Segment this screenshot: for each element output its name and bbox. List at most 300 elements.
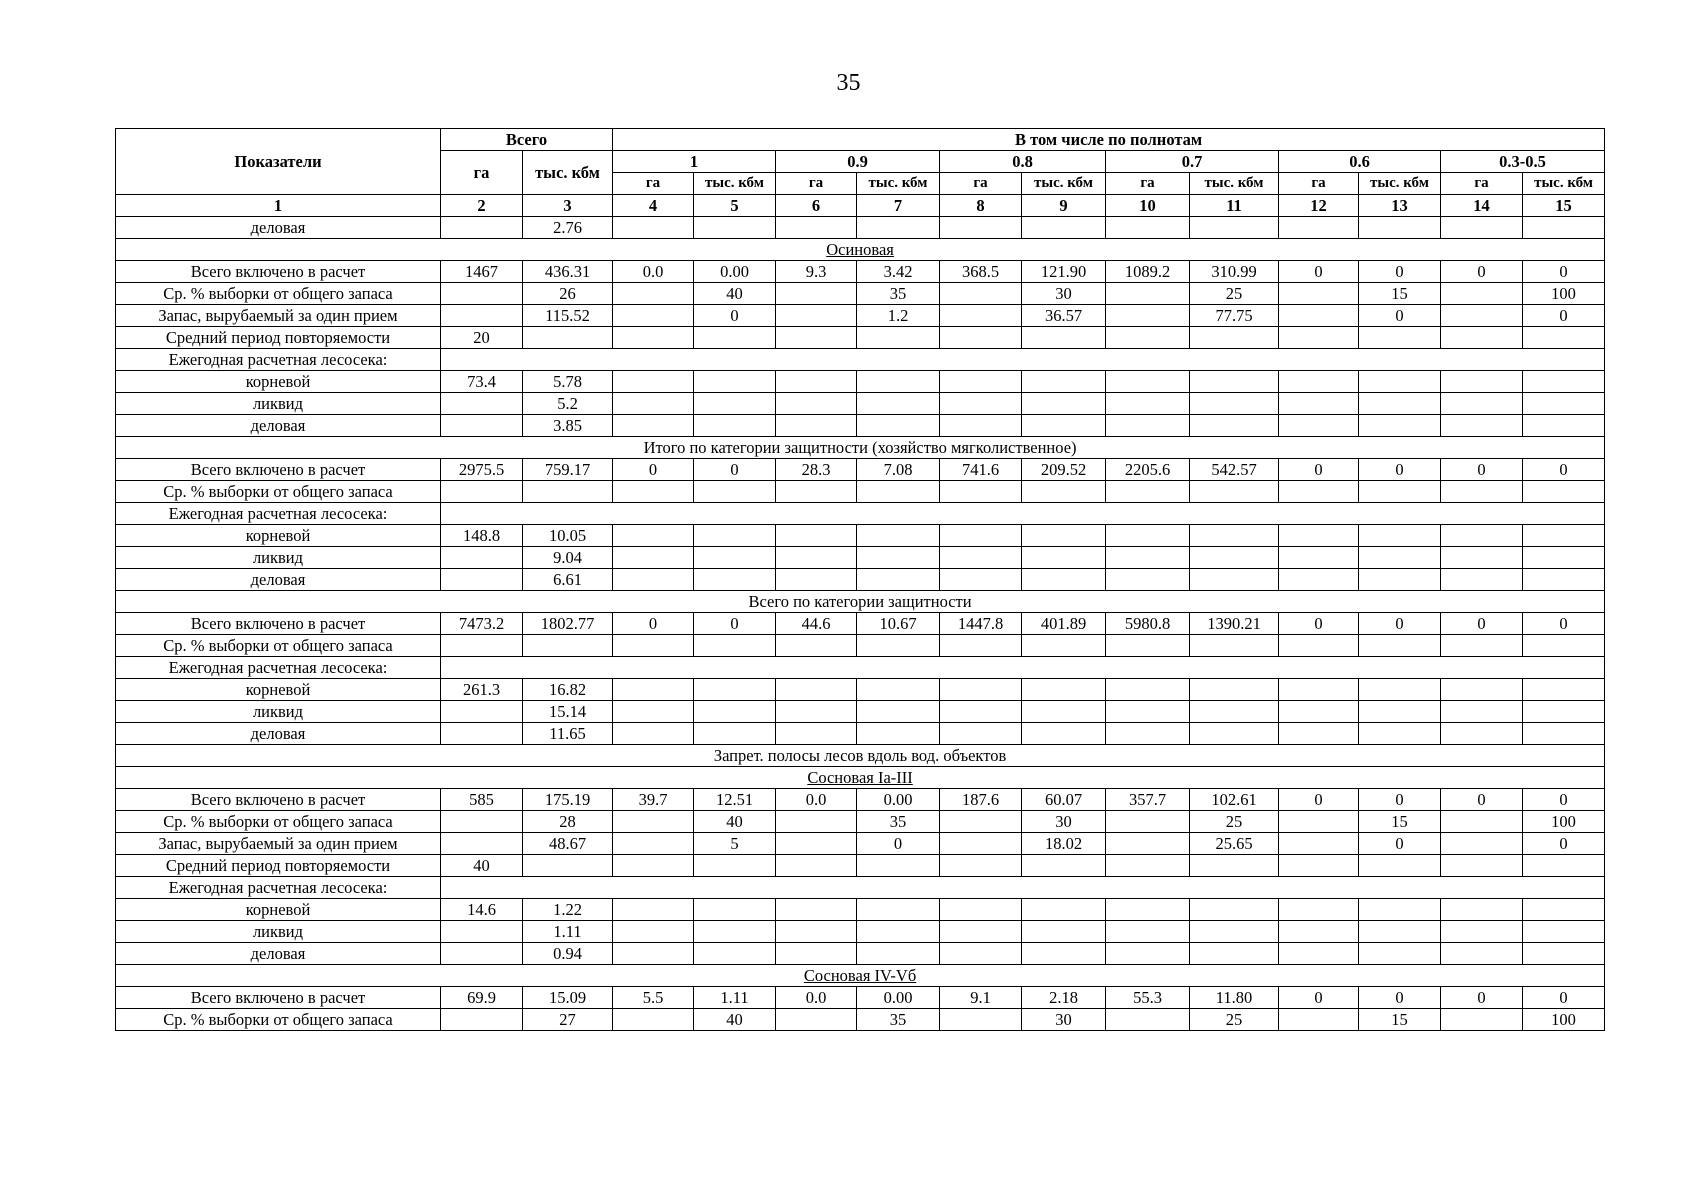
table-cell: 187.6: [940, 789, 1022, 811]
table-cell: 35: [857, 1009, 940, 1031]
row-label: Ежегодная расчетная лесосека:: [116, 503, 441, 525]
table-cell: [1190, 701, 1279, 723]
row-label: Всего включено в расчет: [116, 987, 441, 1009]
table-cell: [1106, 833, 1190, 855]
row-label: Запас, вырубаемый за один прием: [116, 833, 441, 855]
header-ha: га: [613, 173, 694, 195]
table-cell: [940, 943, 1022, 965]
table-cell: 10.67: [857, 613, 940, 635]
table-row: [116, 459, 1605, 481]
table-cell: [1106, 547, 1190, 569]
section-title: Итого по категории защитности (хозяйство мягколиственное): [643, 438, 1077, 457]
table-cell: 11.80: [1190, 987, 1279, 1009]
table-cell: [1523, 569, 1605, 591]
header-density: 0.6: [1279, 151, 1441, 173]
row-label: ликвид: [116, 921, 441, 943]
table-cell: [1106, 723, 1190, 745]
table-row: [116, 1009, 1605, 1031]
table-cell: [694, 393, 776, 415]
table-row: [116, 987, 1605, 1009]
table-cell: 0: [1359, 261, 1441, 283]
table-cell: 40: [694, 811, 776, 833]
table-cell: 121.90: [1022, 261, 1106, 283]
table-cell: [1022, 723, 1106, 745]
table-cell: 2.76: [523, 217, 613, 239]
table-row: [116, 217, 1605, 239]
table-cell: 115.52: [523, 305, 613, 327]
table-cell: [1190, 547, 1279, 569]
table-cell: [857, 393, 940, 415]
label-row: [116, 349, 1605, 371]
table-cell: 0: [1523, 833, 1605, 855]
column-number: 14: [1441, 195, 1523, 217]
table-cell: [441, 723, 523, 745]
table-cell: [1279, 525, 1359, 547]
table-cell: 40: [694, 283, 776, 305]
table-cell: [940, 327, 1022, 349]
table-cell: [857, 547, 940, 569]
section-title: Осиновая: [826, 240, 894, 259]
section-row: [116, 591, 1605, 613]
header-ha: га: [1279, 173, 1359, 195]
table-cell: 12.51: [694, 789, 776, 811]
table-cell: 35: [857, 283, 940, 305]
table-cell: 100: [1523, 1009, 1605, 1031]
table-cell: [776, 921, 857, 943]
table-cell: [1359, 921, 1441, 943]
section-title: Всего по категории защитности: [748, 592, 972, 611]
section-title: Запрет. полосы лесов вдоль вод. объектов: [713, 746, 1007, 765]
table-cell: [1106, 217, 1190, 239]
table-cell: [1523, 217, 1605, 239]
table-row: [116, 415, 1605, 437]
table-cell: [1359, 569, 1441, 591]
table-cell: 0: [857, 833, 940, 855]
table-cell: 15: [1359, 811, 1441, 833]
table-cell: 0: [1441, 789, 1523, 811]
table-cell: [1523, 481, 1605, 503]
table-cell: [776, 547, 857, 569]
table-cell: [441, 503, 1605, 525]
table-cell: [940, 525, 1022, 547]
table-cell: 28: [523, 811, 613, 833]
table-cell: [441, 943, 523, 965]
table-cell: 10.05: [523, 525, 613, 547]
table-cell: 55.3: [1106, 987, 1190, 1009]
table-cell: 5.2: [523, 393, 613, 415]
table-row: [116, 261, 1605, 283]
table-cell: [1022, 855, 1106, 877]
table-cell: [940, 833, 1022, 855]
table-cell: 100: [1523, 811, 1605, 833]
table-cell: [1022, 525, 1106, 547]
table-cell: [1022, 569, 1106, 591]
table-cell: [1279, 943, 1359, 965]
table-cell: [857, 217, 940, 239]
table-cell: [1279, 371, 1359, 393]
row-label: Ежегодная расчетная лесосека:: [116, 657, 441, 679]
row-label: деловая: [116, 217, 441, 239]
table-cell: [441, 877, 1605, 899]
table-cell: 7473.2: [441, 613, 523, 635]
table-cell: [441, 283, 523, 305]
table-cell: [1441, 305, 1523, 327]
row-label: Всего включено в расчет: [116, 789, 441, 811]
table-cell: 0: [613, 459, 694, 481]
table-cell: [613, 415, 694, 437]
row-label: корневой: [116, 679, 441, 701]
table-cell: [776, 855, 857, 877]
row-label: Ежегодная расчетная лесосека:: [116, 349, 441, 371]
table-row: [116, 481, 1605, 503]
header-volume: тыс. кбм: [857, 173, 940, 195]
table-cell: [1279, 415, 1359, 437]
column-number: 9: [1022, 195, 1106, 217]
table-cell: [523, 327, 613, 349]
row-label: деловая: [116, 415, 441, 437]
table-cell: [857, 415, 940, 437]
table-cell: [1106, 701, 1190, 723]
table-cell: [776, 833, 857, 855]
label-row: [116, 877, 1605, 899]
table-cell: [857, 525, 940, 547]
row-label: Ср. % выборки от общего запаса: [116, 283, 441, 305]
table-cell: 0: [1359, 459, 1441, 481]
table-cell: [1022, 679, 1106, 701]
header-ha: га: [1441, 173, 1523, 195]
table-cell: [1359, 393, 1441, 415]
row-label: Средний период повторяемости: [116, 855, 441, 877]
table-cell: 6.61: [523, 569, 613, 591]
table-row: [116, 635, 1605, 657]
table-cell: [694, 481, 776, 503]
header-volume: тыс. кбм: [694, 173, 776, 195]
table-cell: [1022, 635, 1106, 657]
table-cell: 60.07: [1022, 789, 1106, 811]
table-cell: [940, 921, 1022, 943]
table-cell: [694, 855, 776, 877]
column-number: 10: [1106, 195, 1190, 217]
table-cell: [1106, 943, 1190, 965]
table-row: [116, 899, 1605, 921]
table-cell: 0: [1359, 305, 1441, 327]
table-cell: [441, 349, 1605, 371]
table-cell: 0: [1441, 261, 1523, 283]
table-cell: 0: [1523, 789, 1605, 811]
table-cell: 25: [1190, 811, 1279, 833]
table-cell: 401.89: [1022, 613, 1106, 635]
table-cell: [776, 327, 857, 349]
table-cell: [1279, 569, 1359, 591]
table-cell: [1523, 921, 1605, 943]
table-cell: 0: [1279, 789, 1359, 811]
table-cell: 3.85: [523, 415, 613, 437]
table-cell: 40: [694, 1009, 776, 1031]
table-cell: [940, 635, 1022, 657]
table-cell: [1279, 921, 1359, 943]
table-cell: 9.3: [776, 261, 857, 283]
table-cell: [1441, 481, 1523, 503]
row-label: Средний период повторяемости: [116, 327, 441, 349]
table-cell: [1279, 855, 1359, 877]
table-cell: 5: [694, 833, 776, 855]
table-cell: 357.7: [1106, 789, 1190, 811]
table-cell: [1279, 481, 1359, 503]
table-cell: 2205.6: [1106, 459, 1190, 481]
table-row: [116, 525, 1605, 547]
table-cell: [523, 481, 613, 503]
table-cell: 0: [694, 459, 776, 481]
header-density: 0.3-0.5: [1441, 151, 1605, 173]
table-cell: 5980.8: [1106, 613, 1190, 635]
header-ha: га: [1106, 173, 1190, 195]
table-cell: [857, 327, 940, 349]
table-row: [116, 613, 1605, 635]
table-cell: 310.99: [1190, 261, 1279, 283]
row-label: деловая: [116, 943, 441, 965]
table-cell: [857, 899, 940, 921]
table-cell: [613, 217, 694, 239]
table-cell: [694, 371, 776, 393]
table-cell: 11.65: [523, 723, 613, 745]
table-cell: [694, 921, 776, 943]
table-cell: 0: [1279, 459, 1359, 481]
table-cell: [1359, 327, 1441, 349]
table-cell: 0: [1441, 459, 1523, 481]
table-cell: 39.7: [613, 789, 694, 811]
table-cell: 18.02: [1022, 833, 1106, 855]
header-volume: тыс. кбм: [1022, 173, 1106, 195]
label-row: [116, 657, 1605, 679]
table-cell: 0: [1523, 613, 1605, 635]
table-cell: 9.1: [940, 987, 1022, 1009]
table-cell: 40: [441, 855, 523, 877]
column-number: 4: [613, 195, 694, 217]
section-row: [116, 239, 1605, 261]
table-cell: 30: [1022, 283, 1106, 305]
table-cell: [1359, 525, 1441, 547]
table-cell: [1441, 393, 1523, 415]
header-density: 0.8: [940, 151, 1106, 173]
table-cell: [1106, 415, 1190, 437]
table-cell: [940, 899, 1022, 921]
table-cell: [613, 701, 694, 723]
table-cell: [1190, 393, 1279, 415]
table-cell: 5.78: [523, 371, 613, 393]
table-cell: [1523, 701, 1605, 723]
table-cell: [613, 525, 694, 547]
table-cell: [1022, 393, 1106, 415]
table-cell: [776, 701, 857, 723]
label-row: [116, 503, 1605, 525]
table-cell: [1190, 327, 1279, 349]
table-cell: [694, 569, 776, 591]
table-cell: 0: [694, 305, 776, 327]
table-cell: [441, 217, 523, 239]
table-row: [116, 921, 1605, 943]
table-cell: [613, 393, 694, 415]
table-cell: [613, 1009, 694, 1031]
table-cell: [1359, 701, 1441, 723]
table-cell: 73.4: [441, 371, 523, 393]
table-cell: [1190, 415, 1279, 437]
table-cell: [613, 371, 694, 393]
row-label: ликвид: [116, 701, 441, 723]
table-cell: [694, 899, 776, 921]
table-cell: [1359, 723, 1441, 745]
table-cell: 77.75: [1190, 305, 1279, 327]
column-number: 2: [441, 195, 523, 217]
table-row: [116, 811, 1605, 833]
table-cell: [1359, 635, 1441, 657]
table-cell: 0.0: [776, 987, 857, 1009]
table-cell: [613, 921, 694, 943]
table-cell: [776, 305, 857, 327]
header-volume: тыс. кбм: [1359, 173, 1441, 195]
table-cell: [1022, 415, 1106, 437]
header-volume: тыс. кбм: [1190, 173, 1279, 195]
table-cell: [613, 327, 694, 349]
table-cell: 15.14: [523, 701, 613, 723]
table-cell: [441, 811, 523, 833]
table-cell: [523, 855, 613, 877]
table-cell: 0: [1359, 789, 1441, 811]
table-cell: [1106, 393, 1190, 415]
table-cell: [1022, 943, 1106, 965]
table-cell: [857, 371, 940, 393]
table-cell: [776, 1009, 857, 1031]
table-cell: 741.6: [940, 459, 1022, 481]
table-cell: [776, 217, 857, 239]
table-cell: [694, 635, 776, 657]
table-cell: 2975.5: [441, 459, 523, 481]
table-cell: [694, 525, 776, 547]
table-cell: 0: [1279, 261, 1359, 283]
table-cell: [613, 283, 694, 305]
table-cell: [776, 943, 857, 965]
table-cell: 0.94: [523, 943, 613, 965]
table-cell: [940, 305, 1022, 327]
table-cell: [1106, 305, 1190, 327]
table-cell: 0: [1523, 261, 1605, 283]
table-cell: [694, 723, 776, 745]
table-cell: [441, 393, 523, 415]
table-cell: [694, 701, 776, 723]
table-cell: [1359, 371, 1441, 393]
table-cell: [1022, 921, 1106, 943]
table-cell: 0: [1523, 987, 1605, 1009]
table-cell: 1447.8: [940, 613, 1022, 635]
table-cell: [1279, 723, 1359, 745]
table-cell: [1106, 1009, 1190, 1031]
table-row: [116, 393, 1605, 415]
table-cell: [1190, 855, 1279, 877]
table-cell: [1279, 305, 1359, 327]
table-cell: [1190, 679, 1279, 701]
row-label: ликвид: [116, 547, 441, 569]
table-cell: 15: [1359, 283, 1441, 305]
table-cell: [1523, 393, 1605, 415]
table-cell: 0.00: [857, 987, 940, 1009]
header-indicators: Показатели: [116, 129, 441, 195]
table-row: [116, 855, 1605, 877]
table-cell: [1441, 217, 1523, 239]
table-cell: 148.8: [441, 525, 523, 547]
table-cell: 436.31: [523, 261, 613, 283]
table-cell: 0: [1279, 987, 1359, 1009]
section-title: Сосновая Ia-III: [807, 768, 913, 787]
table-cell: [776, 569, 857, 591]
table-cell: [1106, 481, 1190, 503]
column-number: 12: [1279, 195, 1359, 217]
column-number: 6: [776, 195, 857, 217]
table-cell: [1106, 679, 1190, 701]
table-cell: [1022, 481, 1106, 503]
table-cell: [1279, 701, 1359, 723]
table-cell: [441, 481, 523, 503]
table-cell: 48.67: [523, 833, 613, 855]
section-title: Сосновая IV-Vб: [803, 966, 917, 985]
table-cell: 25: [1190, 283, 1279, 305]
table-cell: [1190, 943, 1279, 965]
table-cell: [1190, 635, 1279, 657]
table-cell: [776, 679, 857, 701]
table-cell: [613, 811, 694, 833]
table-cell: [1441, 811, 1523, 833]
table-cell: [441, 921, 523, 943]
table-cell: 0.0: [776, 789, 857, 811]
row-label: Всего включено в расчет: [116, 459, 441, 481]
table-cell: [441, 547, 523, 569]
table-cell: [1190, 371, 1279, 393]
table-header: [116, 129, 1605, 217]
table-cell: [1190, 921, 1279, 943]
table-cell: [1106, 811, 1190, 833]
table-cell: [1441, 855, 1523, 877]
table-cell: 9.04: [523, 547, 613, 569]
table-cell: [441, 415, 523, 437]
table-cell: 30: [1022, 1009, 1106, 1031]
column-numbers-row: [116, 195, 1605, 217]
table-cell: [1441, 525, 1523, 547]
table-cell: [613, 547, 694, 569]
table-cell: 20: [441, 327, 523, 349]
table-cell: 585: [441, 789, 523, 811]
table-cell: [1190, 723, 1279, 745]
table-cell: [940, 855, 1022, 877]
table-cell: [1441, 569, 1523, 591]
table-cell: [857, 855, 940, 877]
table-cell: 175.19: [523, 789, 613, 811]
table-cell: [857, 723, 940, 745]
header-total-ha: га: [441, 151, 523, 195]
row-label: Ср. % выборки от общего запаса: [116, 635, 441, 657]
row-label: Всего включено в расчет: [116, 613, 441, 635]
table-cell: 542.57: [1190, 459, 1279, 481]
table-cell: 1.11: [694, 987, 776, 1009]
table-cell: [1359, 415, 1441, 437]
table-cell: [694, 547, 776, 569]
table-cell: 15: [1359, 1009, 1441, 1031]
table-cell: [1190, 525, 1279, 547]
column-number: 11: [1190, 195, 1279, 217]
table-cell: [1359, 547, 1441, 569]
header-including: В том числе по полнотам: [613, 129, 1605, 151]
header-volume: тыс. кбм: [1523, 173, 1605, 195]
table-cell: 36.57: [1022, 305, 1106, 327]
section-row: [116, 767, 1605, 789]
row-label: корневой: [116, 899, 441, 921]
